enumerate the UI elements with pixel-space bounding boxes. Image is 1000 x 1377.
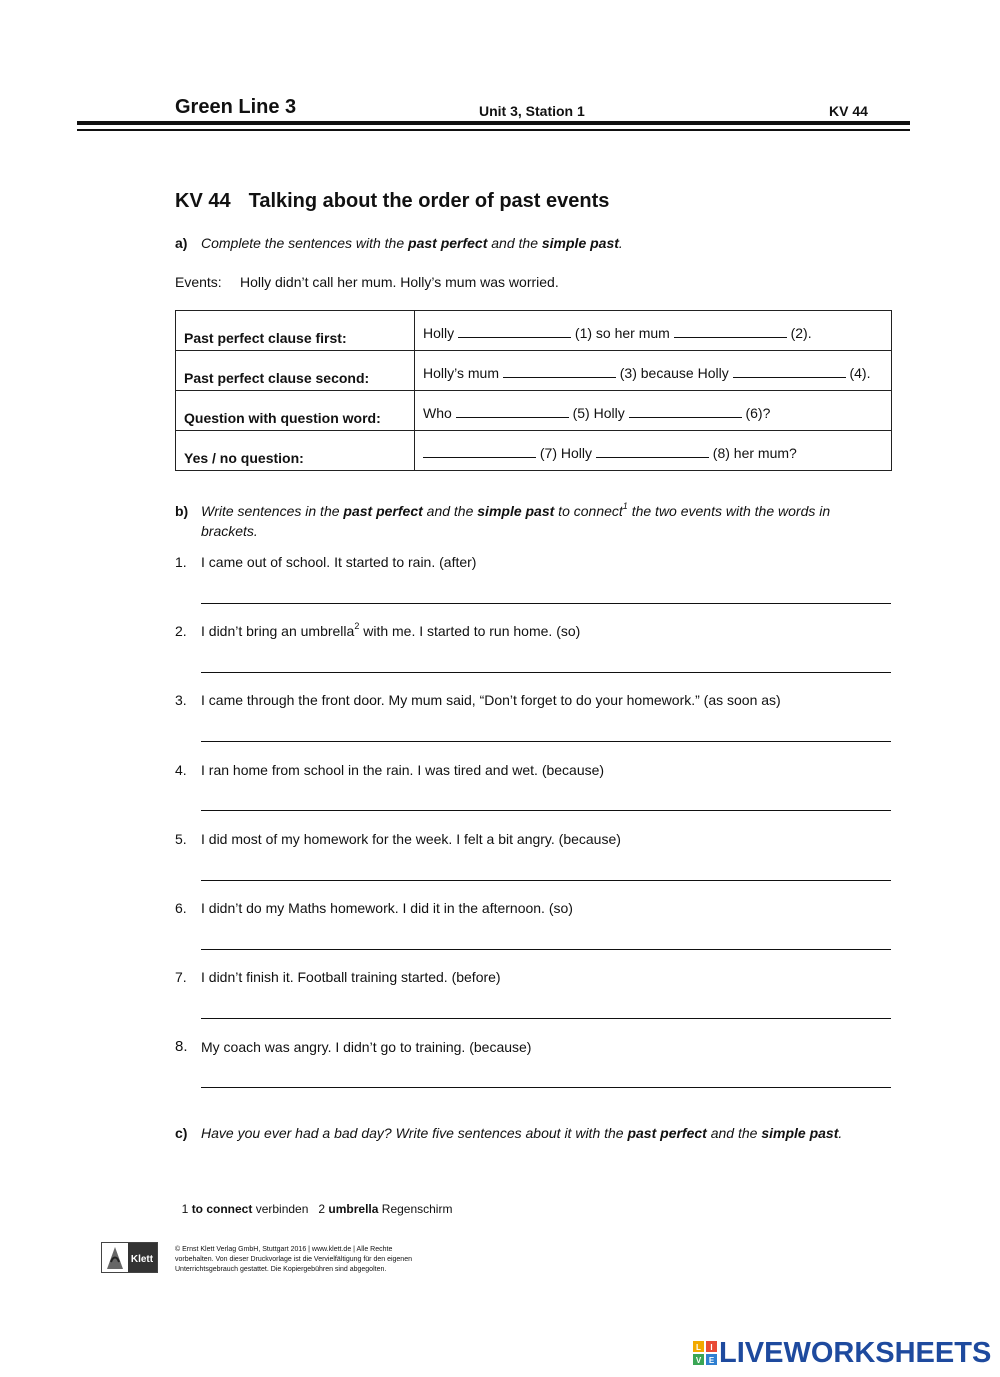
instr-text: to connect [554,503,623,519]
sentence-part: (5) Holly [568,405,629,421]
svg-text:E: E [708,1356,715,1365]
item-number: 7. [175,969,187,985]
item-prompt: I didn’t do my Maths homework. I did it in the afternoon. (so) [201,900,573,916]
svg-text:L: L [696,1343,701,1352]
part-b-instruction [201,501,881,541]
answer-line-7[interactable] [201,1018,891,1019]
item-text: I didn’t bring an umbrella [201,623,355,639]
item-number: 3. [175,692,187,708]
header-rule-thick [77,121,910,125]
answer-line-5[interactable] [201,880,891,881]
instr-text: and the [487,235,542,251]
sentence-part: (8) her mum? [708,445,797,461]
instr-bold: past perfect [627,1125,707,1141]
copyright-notice: © Ernst Klett Verlag GmbH, Stuttgart 2016 | www.klett.de | Alle Rechte vorbehalten. Von dieser Druckvorlage ist die Vervielfältigung für den eigenen Unterrichtsgebrauch gestattet. Die Kopiergebühren sind abgegolten. [175,1246,412,1273]
blank-4[interactable] [733,366,846,378]
klett-logo [101,1242,158,1273]
instr-bold: simple past [541,235,619,251]
worksheet-title [175,190,609,213]
grammar-table [175,310,892,471]
instr-text: and the [422,503,478,519]
item-number: 2. [175,623,187,639]
blank-8[interactable] [596,446,709,458]
instr-bold: past perfect [343,503,423,519]
answer-line-4[interactable] [201,810,891,811]
unit-label: Unit 3, Station 1 [479,103,585,119]
footnotes [175,1182,452,1218]
answer-line-1[interactable] [201,603,891,604]
table-row [176,311,892,351]
item-number: 4. [175,762,187,778]
part-a-letter: a) [175,235,188,251]
logo-text: Klett [130,1254,154,1265]
row-sentence [415,351,892,391]
instr-bold: past perfect [408,235,488,251]
header-rule-thin [77,129,910,131]
row-label: Question with question word: [176,391,415,431]
table-row [176,391,892,431]
sentence-part: (2). [786,325,812,341]
klett-logo-icon [101,1242,158,1273]
answer-line-6[interactable] [201,949,891,950]
instr-text: Complete the sentences with the [201,235,409,251]
instr-text: Write sentences in the [201,503,344,519]
part-c-instruction [201,1123,842,1143]
answer-line-8[interactable] [201,1087,891,1088]
footnote-ref: 1 [622,501,628,512]
table-row [176,431,892,471]
row-label: Past perfect clause second: [176,351,415,391]
svg-text:V: V [695,1356,702,1365]
liveworksheets-icon [693,1341,717,1365]
table-row [176,351,892,391]
sentence-part: Holly’s mum [423,365,503,381]
item-number: 1. [175,554,187,570]
item-prompt: I ran home from school in the rain. I was tired and wet. (because) [201,762,605,778]
part-b-letter: b) [175,503,189,519]
events-text: Holly didn’t call her mum. Holly’s mum was worried. [240,274,559,290]
footnote-text: 1 [181,1202,192,1216]
instr-text: . [838,1125,843,1141]
footnote-ref: 2 [354,621,360,632]
item-prompt [201,621,580,641]
blank-5[interactable] [456,406,569,418]
worksheet-title-text: Talking about the order of past events [248,190,610,212]
item-prompt: My coach was angry. I didn’t go to training. (because) [201,1039,532,1055]
sentence-part: Holly [423,325,459,341]
item-prompt: I came out of school. It started to rain. (after) [201,554,477,570]
blank-3[interactable] [503,366,616,378]
blank-1[interactable] [458,326,571,338]
svg-text:I: I [710,1343,713,1352]
row-sentence [415,431,892,471]
instr-text: and the [706,1125,762,1141]
instr-bold: simple past [477,503,555,519]
liveworksheets-watermark: LIVEWORKSHEETS [719,1337,992,1369]
item-prompt: I came through the front door. My mum said, “Don’t forget to do your homework.” (as soon as) [201,692,781,708]
sentence-part: (4). [845,365,871,381]
instr-text: Have you ever had a bad day? Write five sentences about it with the [201,1125,628,1141]
blank-6[interactable] [629,406,742,418]
worksheet-code: KV 44 [175,190,231,212]
sentence-part: Who [423,405,456,421]
item-prompt: I didn’t finish it. Football training started. (before) [201,969,501,985]
sentence-part: (3) because Holly [615,365,733,381]
row-label: Past perfect clause first: [176,311,415,351]
answer-line-2[interactable] [201,672,891,673]
row-label: Yes / no question: [176,431,415,471]
footnote-text: verbinden 2 [252,1202,329,1216]
row-sentence [415,391,892,431]
row-sentence [415,311,892,351]
instr-bold: simple past [761,1125,839,1141]
item-prompt: I did most of my homework for the week. I felt a bit angry. (because) [201,831,621,847]
instr-text: the two events with the words in brackets. [201,503,831,539]
lw-grid-icon [693,1341,717,1365]
sentence-part: (6)? [741,405,771,421]
item-number: 5. [175,831,187,847]
answer-line-3[interactable] [201,741,891,742]
instr-text: . [618,235,623,251]
footnote-word: to connect [191,1202,253,1216]
events-label: Events: [175,274,222,290]
item-number: 6. [175,900,187,916]
sentence-part: (1) so her mum [571,325,674,341]
series-title: Green Line 3 [175,96,297,118]
item-text: with me. I started to run home. (so) [359,623,581,639]
blank-2[interactable] [674,326,787,338]
footnote-text: Regenschirm [378,1202,453,1216]
blank-7[interactable] [423,446,536,458]
part-a-instruction [201,233,623,253]
sentence-part: (7) Holly [536,445,596,461]
part-c-letter: c) [175,1125,188,1141]
item-number: 8. [175,1038,188,1055]
footnote-word: umbrella [328,1202,379,1216]
kv-code: KV 44 [829,103,868,119]
